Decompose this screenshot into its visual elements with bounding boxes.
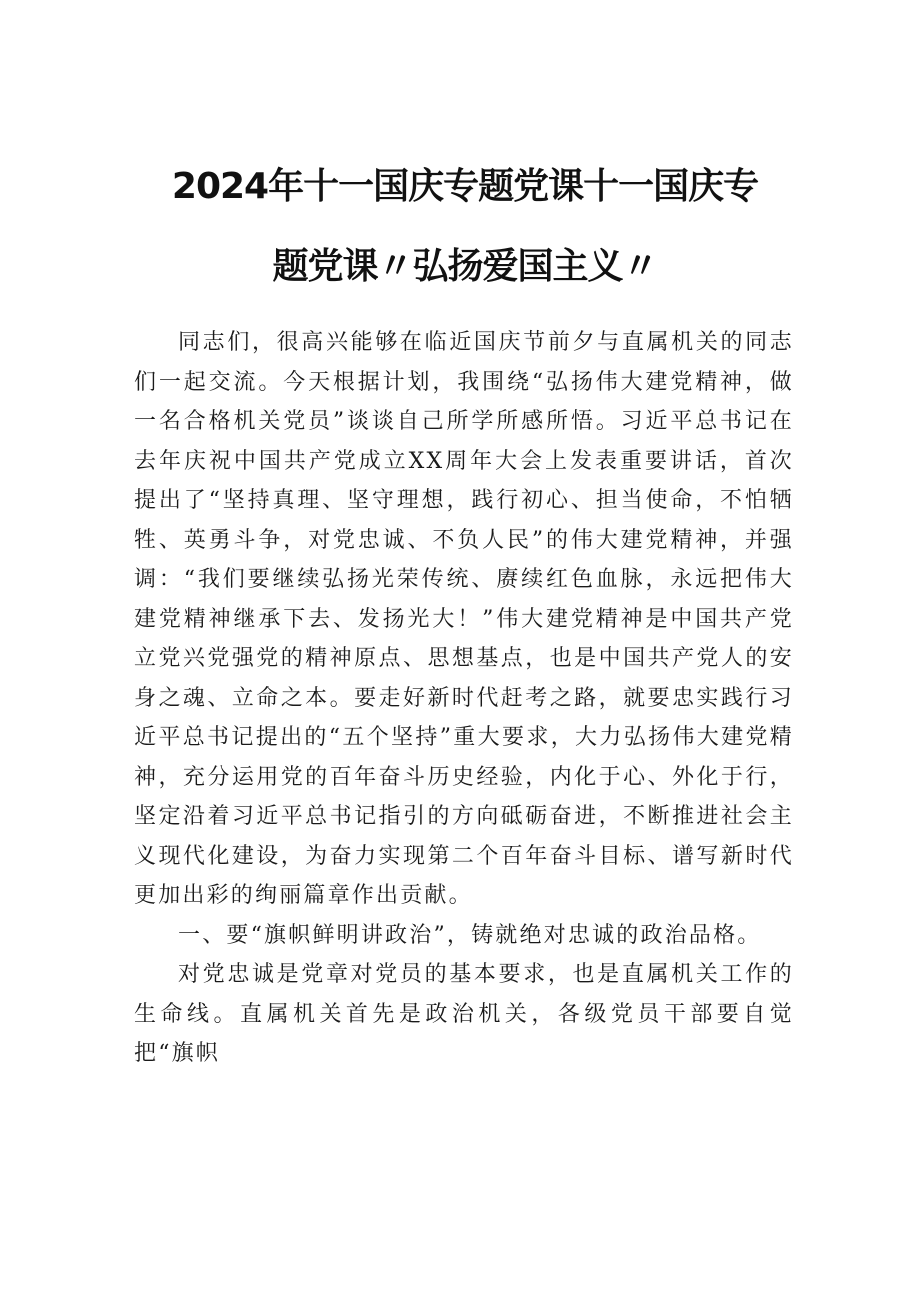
document-title-line-2: 题党课〃弘扬爱国主义〃 [272,246,658,287]
document-body [134,323,794,1074]
body-paragraph-section-1: 对党忠诚是党章对党员的基本要求，也是直属机关工作的生命线。直属机关首先是政治机关，各级党员干部要自觉把“旗帜 [134,962,794,1066]
section-heading-1: 一、要“旗帜鲜明讲政治”，铸就绝对忠诚的政治品格。 [178,922,762,948]
body-paragraph-intro: 同志们，很高兴能够在临近国庆节前夕与直属机关的同志们一起交流。今天根据计划，我围绕“弘扬伟大建党精神，做一名合格机关党员”谈谈自己所学所感所悟。习近平总书记在去年庆祝中国共产党成立XX周年大会上发表重要讲话，首次提出了“坚持真理、坚守理想，践行初心、担当使命，不怕牺牲、英勇斗争，对党忠诚、不负人民”的伟大建党精神，并强调：“我们要继续弘扬光荣传统、赓续红色血脉，永远把伟大建党精神继承下去、发扬光大！”伟大建党精神是中国共产党立党兴党强党的精神原点、思想基点，也是中国共产党人的安身之魂、立命之本。要走好新时代赶考之路，就要忠实践行习近平总书记提出的“五个坚持”重大要求，大力弘扬伟大建党精神，充分运用党的百年奋斗历史经验，内化于心、外化于行，坚定沿着习近平总书记指引的方向砥砺奋进，不断推进社会主义现代化建设，为奋力实现第二个百年奋斗目标、谱写新时代更加出彩的绚丽篇章作出贡献。 [134,330,794,908]
document-title-line-1: 2024年十一国庆专题党课十一国庆专 [171,166,759,207]
